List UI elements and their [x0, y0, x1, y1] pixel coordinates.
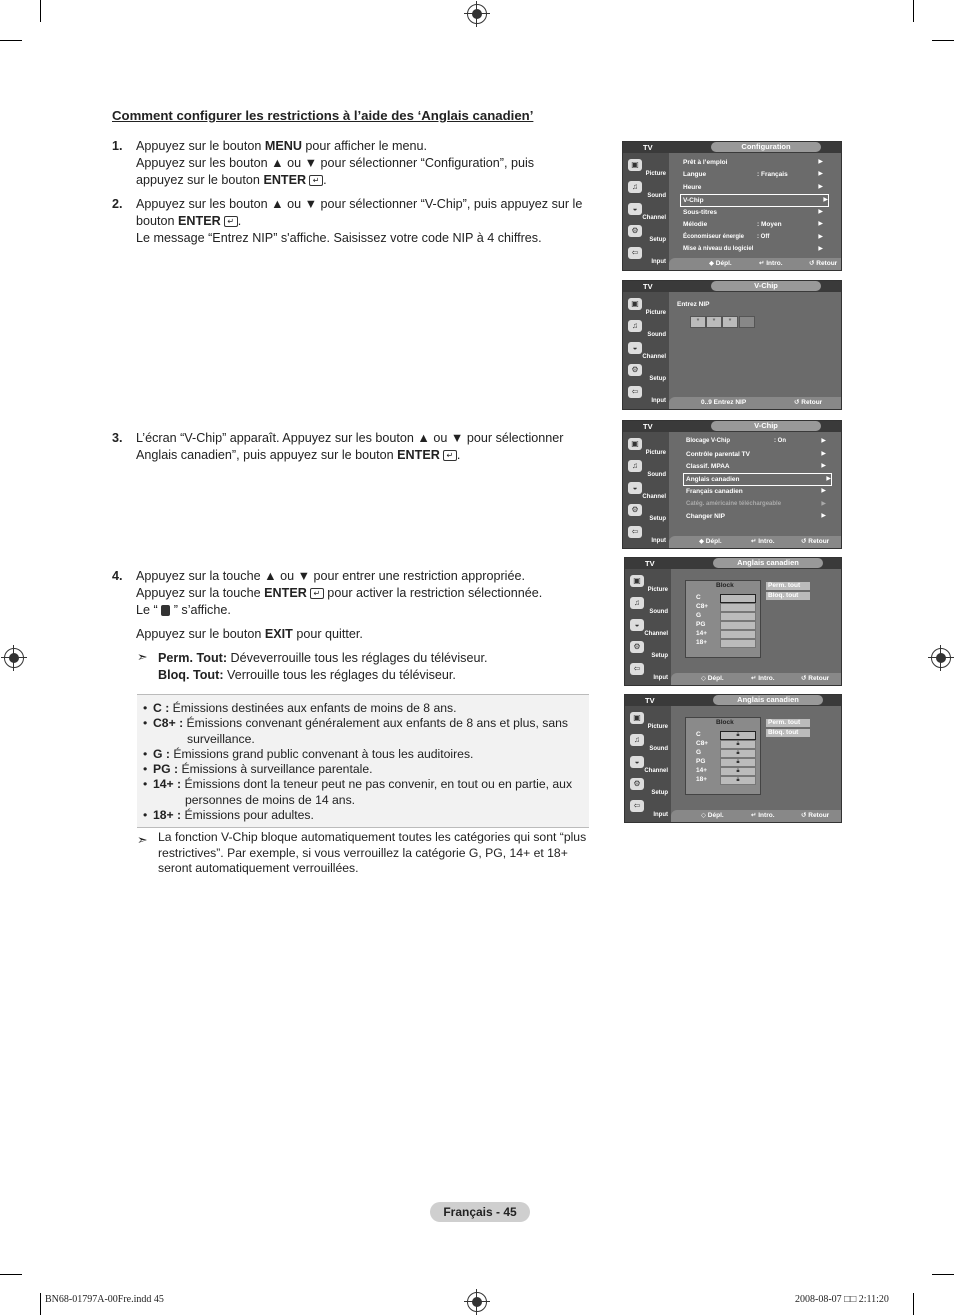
step-text: Appuyez sur la touche ▲ ou ▼ pour entrer une restriction appropriée. — [136, 569, 525, 583]
tv-label: TV — [643, 143, 653, 152]
block-cell[interactable] — [720, 639, 756, 648]
block-cell[interactable] — [720, 594, 756, 603]
lock-icon[interactable]: 🔒︎ — [720, 776, 756, 785]
footer-date: 2008-08-07 □□ 2:11:20 — [795, 1294, 889, 1305]
rating-item: • G : Émissions grand public convenant à tous les auditoires. — [143, 747, 589, 762]
tv-sidebar: ▣ Picture ♫ Sound ◒ Channel ⚙ Setup ⇦ Input — [623, 292, 669, 409]
picture-icon: ▣ — [630, 575, 644, 587]
pin-digit-active[interactable] — [739, 316, 755, 328]
lock-icon[interactable]: 🔒︎ — [720, 731, 756, 740]
rating-item-cont: surveillance. — [187, 731, 255, 746]
block-cell[interactable] — [720, 621, 756, 630]
setup-icon: ⚙ — [628, 364, 642, 376]
menu-item[interactable]: Sous-titres ▶ — [683, 209, 823, 216]
lock-icon[interactable]: 🔒︎ — [720, 758, 756, 767]
rating-item: • C : Émissions destinées aux enfants de moins de 8 ans. — [143, 701, 589, 716]
sound-icon: ♫ — [628, 460, 642, 472]
footer-file: BN68-01797A-00Fre.indd 45 — [45, 1294, 164, 1305]
rating-item: • 18+ : Émissions pour adultes. — [143, 808, 589, 823]
step-text: . — [456, 448, 461, 462]
sound-icon: ♫ — [628, 181, 642, 193]
rating-item: • PG : Émissions à surveillance parentale. — [143, 762, 589, 777]
note-arrow-icon: ➣ — [137, 650, 148, 664]
vchip-note: La fonction V-Chip bloque automatiquement toutes les catégories qui sont “plus restrictives”. Par exemple, si vous verrouillez la catégorie G, PG, 14+ et 18+ seront automatiquement verrouillées. — [158, 830, 587, 876]
tv-screen-pin: TV V-Chip ▣ Picture ♫ Sound ◒ Channel ⚙ Setup ⇦ Input Entrez NIP * * * 0..9 Entrez NIP ↺ Retour — [622, 280, 842, 410]
menu-item-disabled: Catég. américaine téléchargeable ▶ — [686, 501, 826, 507]
step-text: bouton — [136, 214, 179, 228]
menu-item[interactable]: Économiseur énergie : Off ▶ — [683, 234, 823, 240]
rating-item: • 14+ : Émissions dont la teneur peut ne pas convenir, en tout ou en partie, aux — [143, 777, 589, 792]
picture-icon: ▣ — [628, 159, 642, 171]
menu-item[interactable]: Blocage V-Chip : On ▶ — [686, 438, 826, 444]
key-name: ENTER — [264, 586, 307, 600]
tv-screen-anglais-canadien: TV Anglais canadien ▣ Picture ♫ Sound ◒ Channel ⚙ Setup ⇦ Input Block C C8+ G PG 14+ 18+ Perm. tout Bloq. tout ◇ Dépl. ↵ Intro. ↺ Retour — [624, 557, 842, 686]
crop-mark — [40, 0, 41, 22]
step-number: 2. — [112, 197, 123, 211]
menu-title: Anglais canadien — [713, 558, 823, 568]
lock-icon — [161, 605, 170, 616]
registration-mark-icon — [467, 4, 487, 24]
perm-text: Déveverrouille tous les réglages du téléviseur. — [227, 651, 488, 665]
menu-item[interactable]: Langue : Français ▶ — [683, 171, 823, 178]
pin-label: Entrez NIP — [677, 301, 710, 308]
input-icon: ⇦ — [628, 247, 642, 259]
menu-item[interactable]: Mélodie : Moyen ▶ — [683, 221, 823, 228]
crop-mark — [40, 1293, 41, 1315]
registration-mark-icon — [4, 648, 24, 668]
setup-icon: ⚙ — [628, 504, 642, 516]
input-icon: ⇦ — [630, 800, 644, 812]
step-number: 4. — [112, 569, 123, 583]
step-text: Anglais canadien”, puis appuyez sur le bouton — [136, 448, 398, 462]
input-icon: ⇦ — [628, 386, 642, 398]
tv-bottom-bar: 0..9 Entrez NIP ↺ Retour — [669, 397, 841, 409]
block-table: Block C 🔒︎ C8+ 🔒︎ G 🔒︎ PG 🔒︎ 14+ 🔒︎ 18+ 🔒︎ — [685, 717, 761, 795]
menu-item[interactable]: Heure ▶ — [683, 184, 823, 191]
perm-label: Perm. Tout: — [158, 651, 228, 665]
tv-bottom-bar: ◇ Dépl. ↵ Intro. ↺ Retour — [671, 810, 841, 822]
menu-title: Configuration — [711, 142, 821, 152]
enter-icon: ↵ — [443, 450, 457, 461]
step-text: ” s’affiche. — [170, 603, 231, 617]
key-name: ENTER — [397, 448, 440, 462]
menu-item[interactable]: Français canadien ▶ — [686, 488, 826, 495]
menu-item-selected[interactable]: V-Chip ▶ — [680, 194, 829, 207]
step-text: Le “ — [136, 603, 162, 617]
page-number: Français - 45 — [430, 1202, 530, 1222]
key-name: EXIT — [264, 627, 293, 641]
bloq-tout-button[interactable]: Bloq. tout — [766, 729, 810, 737]
channel-icon: ◒ — [630, 619, 644, 631]
block-table: Block C C8+ G PG 14+ 18+ — [685, 580, 761, 658]
registration-mark-icon — [467, 1292, 487, 1312]
step-text: appuyez sur le bouton — [136, 173, 264, 187]
setup-icon: ⚙ — [630, 778, 644, 790]
step-text: L’écran “V-Chip” apparaît. Appuyez sur les bouton ▲ ou ▼ pour sélectionner — [136, 431, 564, 445]
step-text: Appuyez sur les bouton ▲ ou ▼ pour sélectionner “V-Chip”, puis appuyez sur le — [136, 197, 583, 211]
enter-icon: ↵ — [309, 175, 323, 186]
tv-sidebar: ▣ Picture ♫ Sound ◒ Channel ⚙ Setup ⇦ Input — [623, 153, 669, 270]
tv-screen-configuration — [622, 141, 842, 271]
menu-title: Anglais canadien — [713, 695, 823, 705]
sound-icon: ♫ — [630, 734, 644, 746]
perm-bloq-note — [158, 650, 588, 684]
channel-icon: ◒ — [628, 203, 642, 215]
tv-screen-vchip: TV V-Chip ▣ Picture ♫ Sound ◒ Channel ⚙ Setup ⇦ Input Blocage V-Chip : On ▶ Contrôle parental TV ▶ Classif. MPAA ▶ Anglais canadien ▶ Français canadien ▶ Catég. américaine téléchargeable ▶ Changer NIP ▶ ◆ Dépl. ↵ Intro. ↺ Retour — [622, 420, 842, 549]
picture-icon: ▣ — [630, 712, 644, 724]
section-title: Comment configurer les restrictions à l’aide des ‘Anglais canadien’ — [112, 108, 534, 123]
input-icon: ⇦ — [630, 663, 644, 675]
step-text: Appuyez sur le bouton — [136, 139, 265, 153]
step-number: 3. — [112, 431, 123, 445]
perm-tout-button[interactable]: Perm. tout — [766, 719, 810, 727]
block-cell[interactable] — [720, 630, 756, 639]
menu-item[interactable]: Contrôle parental TV ▶ — [686, 451, 826, 458]
pin-digit[interactable]: * — [706, 316, 722, 328]
step-text: pour quitter. — [292, 627, 363, 641]
crop-mark — [932, 1274, 954, 1275]
tv-sidebar: ▣ Picture ♫ Sound ◒ Channel ⚙ Setup ⇦ Input — [625, 706, 671, 822]
tv-sidebar: ▣ Picture ♫ Sound ◒ Channel ⚙ Setup ⇦ Input — [623, 432, 669, 548]
input-icon: ⇦ — [628, 526, 642, 538]
lock-icon[interactable]: 🔒︎ — [720, 740, 756, 749]
step-text: pour afficher le menu. — [301, 139, 427, 153]
crop-mark — [932, 40, 954, 41]
lock-icon[interactable]: 🔒︎ — [720, 767, 756, 776]
crop-mark — [0, 40, 22, 41]
perm-tout-button[interactable]: Perm. tout — [766, 582, 810, 590]
step-text: Appuyez sur les bouton ▲ ou ▼ pour sélectionner “Configuration”, puis — [136, 156, 535, 170]
menu-title: V-Chip — [711, 421, 821, 431]
enter-icon: ↵ — [310, 588, 324, 599]
enter-icon: ↵ — [224, 216, 238, 227]
setup-icon: ⚙ — [630, 641, 644, 653]
tv-bottom-bar: ◆ Dépl. ↵ Intro. ↺ Retour — [669, 258, 841, 270]
sound-icon: ♫ — [628, 320, 642, 332]
picture-icon: ▣ — [628, 298, 642, 310]
lock-icon[interactable]: 🔒︎ — [720, 749, 756, 758]
menu-item-selected[interactable]: Anglais canadien ▶ — [683, 473, 832, 486]
channel-icon: ◒ — [628, 482, 642, 494]
ratings-box — [137, 694, 589, 828]
sound-icon: ♫ — [630, 597, 644, 609]
step-number: 1. — [112, 139, 123, 153]
menu-title: V-Chip — [711, 281, 821, 291]
key-name: MENU — [264, 139, 302, 153]
channel-icon: ◒ — [628, 342, 642, 354]
step-text: Le message “Entrez NIP” s'affiche. Saisissez votre code NIP à 4 chiffres. — [136, 231, 542, 245]
crop-mark — [913, 1293, 914, 1315]
step-text: . — [237, 214, 242, 228]
crop-mark — [913, 0, 914, 22]
note-arrow-icon: ➣ — [137, 833, 148, 847]
pin-digit[interactable]: * — [722, 316, 738, 328]
step-text: . — [323, 173, 327, 187]
key-name: ENTER — [263, 173, 307, 187]
tv-sidebar: ▣ Picture ♫ Sound ◒ Channel ⚙ Setup ⇦ Input — [625, 569, 671, 685]
block-cell[interactable] — [720, 603, 756, 612]
bloq-tout-button[interactable]: Bloq. tout — [766, 592, 810, 600]
step-text: Appuyez sur la touche — [136, 586, 265, 600]
rating-item-cont: personnes de moins de 14 ans. — [185, 792, 356, 807]
channel-icon: ◒ — [630, 756, 644, 768]
rating-item: • C8+ : Émissions convenant généralement aux enfants de 8 ans et plus, sans — [143, 716, 589, 731]
block-cell[interactable] — [720, 612, 756, 621]
pin-digit[interactable]: * — [690, 316, 706, 328]
key-name: ENTER — [178, 214, 221, 228]
menu-item[interactable]: Mise à niveau du logiciel ▶ — [683, 246, 823, 252]
tv-screen-anglais-canadien-locked: TV Anglais canadien ▣ Picture ♫ Sound ◒ Channel ⚙ Setup ⇦ Input Block C 🔒︎ C8+ 🔒︎ G 🔒︎ PG 🔒︎ 14+ 🔒︎ 18+ 🔒︎ Perm. tout Bloq. tout ◇ Dépl. ↵ Intro. ↺ Retour — [624, 694, 842, 823]
registration-mark-icon — [931, 648, 951, 668]
tv-bottom-bar: ◇ Dépl. ↵ Intro. ↺ Retour — [671, 673, 841, 685]
bloq-label: Bloq. Tout: — [158, 668, 224, 682]
step-text: Appuyez sur le bouton — [136, 627, 265, 641]
setup-icon: ⚙ — [628, 225, 642, 237]
menu-item[interactable]: Changer NIP ▶ — [686, 513, 826, 520]
bloq-text: Verrouille tous les réglages du téléviseur. — [223, 668, 456, 682]
step-text: pour activer la restriction sélectionnée. — [323, 586, 543, 600]
menu-item[interactable]: Classif. MPAA ▶ — [686, 463, 826, 470]
crop-mark — [0, 1274, 22, 1275]
tv-bottom-bar: ◆ Dépl. ↵ Intro. ↺ Retour — [669, 536, 841, 548]
picture-icon: ▣ — [628, 438, 642, 450]
menu-item[interactable]: Prêt à l’emploi ▶ — [683, 159, 823, 166]
